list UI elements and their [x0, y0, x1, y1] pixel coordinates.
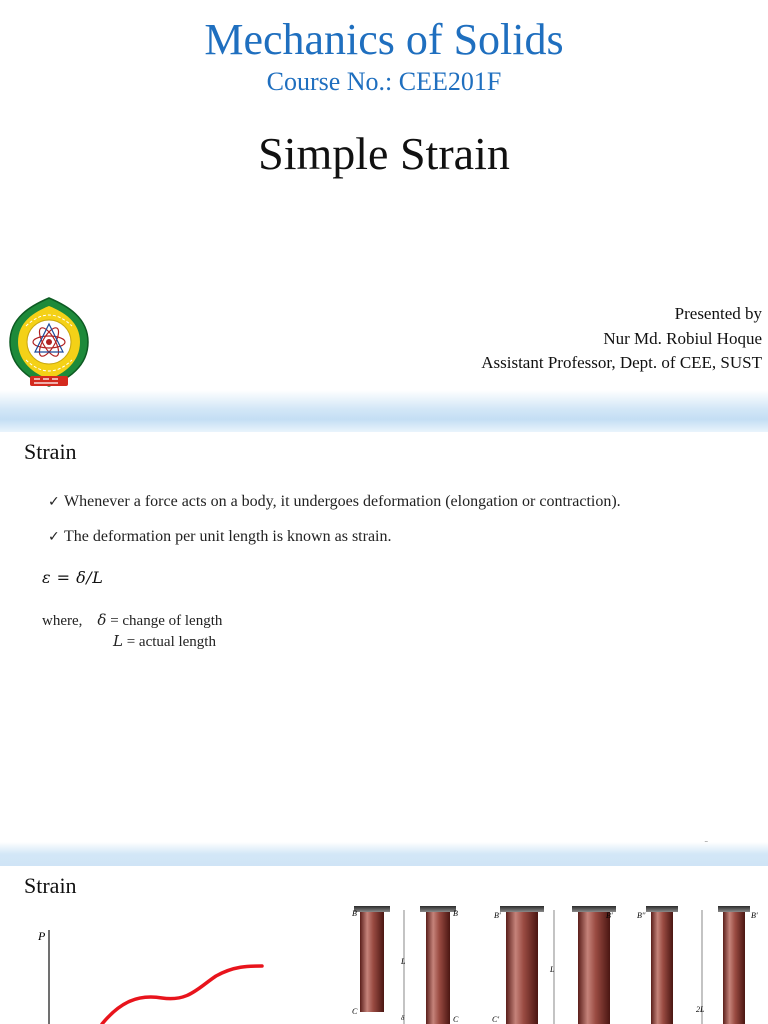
presented-by-label: Presented by	[674, 304, 762, 323]
presenter-info	[481, 302, 762, 376]
label-B-prime: B'	[494, 911, 501, 920]
slide-heading: Strain	[24, 439, 77, 464]
label-C-prime: C'	[492, 1015, 500, 1024]
support-plate	[718, 906, 750, 912]
label-B-double-prime: B''	[637, 911, 646, 920]
rod-original	[360, 912, 384, 1012]
checkmark-icon: ✓	[48, 494, 60, 510]
label-B: B	[352, 909, 357, 918]
presenter-name: Nur Md. Robiul Hoque	[603, 328, 762, 348]
load-deformation-graph	[30, 922, 270, 1024]
strain-formula: ε = δ/L	[42, 568, 104, 587]
bullet-item	[48, 527, 391, 547]
rod-elongated	[426, 912, 450, 1024]
bar-elongation-figures	[346, 894, 766, 1024]
support-plate	[500, 906, 544, 912]
presenter-title: Assistant Professor, Dept. of CEE, SUST	[481, 353, 762, 372]
checkmark-icon: ✓	[48, 529, 60, 545]
definition-text: = actual length	[122, 634, 216, 650]
support-plate	[354, 906, 390, 912]
label-B: B	[453, 909, 458, 918]
y-axis-label: P	[38, 929, 46, 943]
course-number: Course No.: CEE201F	[266, 67, 502, 96]
definition-row	[113, 631, 216, 653]
support-plate	[646, 906, 678, 912]
university-seal-icon	[8, 296, 90, 388]
title-slide	[0, 0, 768, 390]
slide-topic: Simple Strain	[258, 128, 510, 179]
label-B-prime: B'	[606, 911, 613, 920]
bullet-text: The deformation per unit length is known as strain.	[64, 528, 392, 545]
rod-thick	[506, 912, 538, 1024]
slide-divider-band	[0, 390, 768, 432]
course-title: Mechanics of Solids	[204, 15, 564, 64]
definition-row	[42, 610, 222, 632]
slide-heading: Strain	[24, 873, 77, 898]
bullet-text: Whenever a force acts on a body, it undergoes deformation (elongation or contraction).	[64, 493, 621, 510]
slide-divider-band	[0, 842, 768, 866]
definition-symbol: L	[113, 632, 123, 650]
label-C: C	[352, 1007, 358, 1016]
label-L: L	[550, 965, 555, 974]
rod-thick	[578, 912, 610, 1024]
label-delta: δ	[401, 1014, 405, 1022]
rod-long	[651, 912, 673, 1024]
label-L: L	[401, 957, 406, 966]
support-plate	[420, 906, 456, 912]
label-2L: 2L	[696, 1005, 705, 1014]
definition-text: = change of length	[106, 613, 223, 629]
rod-long	[723, 912, 745, 1024]
where-label: where,	[42, 613, 83, 629]
load-curve	[102, 966, 262, 1024]
bullet-item	[48, 492, 621, 512]
label-B-prime: B'	[751, 911, 758, 920]
label-C: C	[453, 1015, 459, 1024]
definition-symbol: δ	[97, 611, 107, 629]
